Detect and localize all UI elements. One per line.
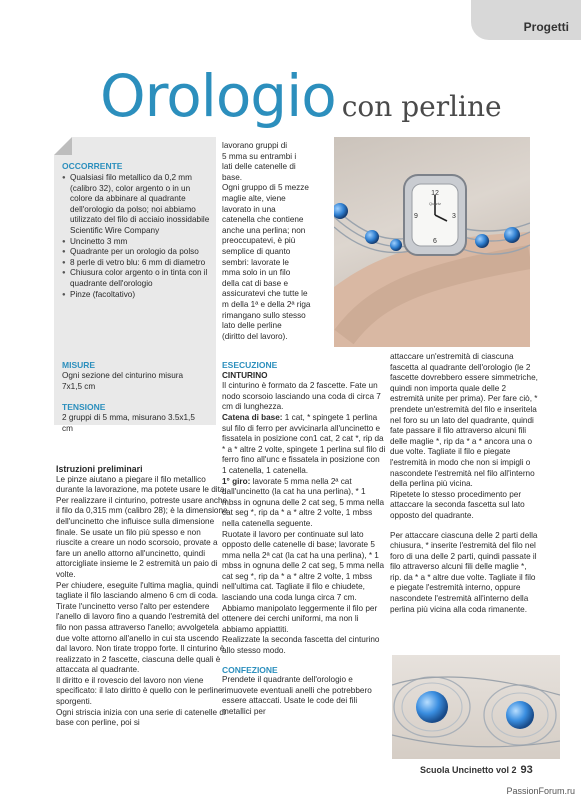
istruzioni-heading: Istruzioni preliminari: [56, 464, 143, 474]
watch-brand: Quartz: [428, 201, 442, 206]
upper-line: rimangano sullo stesso: [222, 310, 306, 320]
upper-line: lato delle perline: [222, 321, 282, 331]
cinturino-heading: CINTURINO: [222, 370, 268, 380]
base-label: Catena di base:: [222, 412, 283, 422]
upper-line: semplice di quanto: [222, 246, 291, 256]
istruzioni-paragraph: Per chiudere, eseguite l'ultima maglia, quindi tagliate il filo lasciando almeno 6 cm di coda. Tirate l'uncinetto verso l'alto per estendere l'anello di lavoro fino a quando l'estremità del filo non passa attraverso l'anello; avvolgetela due volte attorno all'anello in cui sta uscendo dal lavoro. Non tirate troppo forte. Il cinturino è realizzato in 2 fascette, ciascuna delle quali è attaccata al quadrante.: [56, 580, 225, 675]
upper-line: lavorato in una: [222, 204, 276, 214]
materials-item: ● Quadrante per un orologio da polso: [62, 247, 214, 258]
panel-corner-fold: [54, 137, 72, 155]
right-column: [390, 352, 540, 615]
tensione-heading: TENSIONE: [62, 402, 106, 412]
base-text: 1 cat, * spingete 1 perlina sul filo di ferro per avvicinarla all'uncinetto e fissatela in posizione con1 cat, 2 cat *, rip da * a * altre 2 volte, spingete 1 perlina sul filo di ferro fino all'unc e fissatela in posizione con 1 catenella, 1 catenella.: [222, 412, 386, 475]
tensione-text: 2 gruppi di 5 mma, misurano 3.5x1,5 cm: [62, 413, 195, 433]
istruzioni-column: [56, 464, 228, 729]
upper-line: maglie alte, viene: [222, 193, 286, 203]
right-paragraph: Per attaccare ciascuna delle 2 parti della chiusura, * inserite l'estremità del filo nel foro di una delle 2 parti, quindi passate il filo attraverso alcuni fili delle maglie *, rip. da * a * altre due volte. Tagliate il filo e piegate l'estremità interno, oppure nascondete l'estremità all'interno della perlina più vicina alla coda rimanente.: [390, 530, 538, 614]
title-main: Orologio: [100, 62, 336, 130]
watch-numeral: 9: [414, 213, 418, 220]
upper-text-column: [222, 141, 332, 342]
misure-heading: MISURE: [62, 360, 96, 370]
esecuzione-intro: Il cinturino è formato da 2 fascette. Fate un nodo scorsoio lasciando una coda di circa 7 cm di lunghezza.: [222, 381, 381, 412]
upper-line: sembri: lavorate le: [222, 257, 289, 267]
magazine-name: Scuola Uncinetto vol 2: [420, 765, 517, 775]
upper-line: preoccupatevi, è più: [222, 236, 296, 246]
confezione-text: Prendete il quadrante dell'orologio e rimuovete eventuali anelli che potrebbero essere attaccati. Usate le code dei fili metallici per: [222, 675, 372, 716]
watermark: PassionForum.ru: [506, 786, 575, 796]
upper-line: 5 mma su entrambi i: [222, 151, 297, 161]
watch-numeral: 3: [452, 213, 456, 220]
materials-item: ● 8 perle di vetro blu: 6 mm di diametro: [62, 258, 214, 269]
confezione-heading: CONFEZIONE: [222, 664, 278, 675]
upper-line: lavorano gruppi di: [222, 141, 288, 150]
misure-text: Ogni sezione del cinturino misura 7x1,5 cm: [62, 371, 184, 391]
materials-item: ● Chiusura color argento o in tinta con il quadrante dell'orologio: [62, 268, 214, 289]
esecuzione-heading: ESECUZIONE: [222, 360, 278, 370]
istruzioni-paragraph: Il diritto e il rovescio del lavoro non viene specificato: il lato diritto è quello con le perline sporgenti.: [56, 675, 223, 707]
esecuzione-paragraph: Realizzate la seconda fascetta del cinturino allo stesso modo.: [222, 635, 380, 656]
section-label: Progetti: [523, 20, 569, 34]
materials-item: ● Pinze (facoltativo): [62, 290, 214, 301]
upper-line: assicuratevi che tutte le: [222, 289, 308, 299]
esecuzione-paragraph: Abbiamo manipolato leggermente il filo per ottenere dei cerchi uniformi, ma non li abbiamo appiattiti.: [222, 603, 378, 634]
right-paragraph: Ripetete lo stesso procedimento per attaccare la seconda fascetta sul lato opposto del quadrante.: [390, 489, 525, 520]
upper-line: della cat di base e: [222, 278, 288, 288]
upper-line: base.: [222, 172, 243, 182]
istruzioni-paragraph: Le pinze aiutano a piegare il filo metallico durante la lavorazione, ma potete usare le dita. Per realizzare il cinturino, potreste usare anche il filo da 0,315 mm (calibro 28); è la dimensione dell'uncinetto che influisce sulla dimensione finale. Se usate un filo più spesso e non riuscite a creare un nodo scorsoio, provate a fare un anello attorno all'uncinetto, quindi attorcigliate insieme le 2 estremità un paio di volte.: [56, 474, 228, 579]
materials-list: [62, 173, 214, 300]
istruzioni-paragraph: Ogni striscia inizia con una serie di catenelle di base con perline, poi si: [56, 707, 226, 728]
esecuzione-column: [222, 360, 386, 718]
giro-label: 1° giro:: [222, 476, 251, 486]
esecuzione-paragraph: Ruotate il lavoro per continuate sul lato opposto delle catenelle di base; lavorate 5 mma nella 2ª cat (la cat ha una perlina), * 1 mbss in ognuna delle 2 cat seg, 5 mma nella cat seg *, rip da * a * altre 2 volte, 1 mbss nell'ultima cat. Tagliate il filo e chiudete, lasciando una coda lunga circa 7 cm.: [222, 529, 385, 603]
occorrente-heading: OCCORRENTE: [62, 161, 123, 171]
page-footer: [420, 764, 533, 776]
title-sub: con perline: [341, 90, 502, 123]
watch-numeral: 12: [431, 190, 439, 197]
watch-photo: [334, 137, 530, 347]
bracelet-photo: [392, 655, 560, 759]
right-paragraph: attaccare un'estremità di ciascuna fascetta al quadrante dell'orologio (le 2 fascette dovrebbero essere simmetriche, quindi non importa quale delle 2 estremità unite per prima). Per fare ciò, * prendete un'estremità del filo e inseritela nel foro su un lato del quadrante, quindi fate passare il filo attraverso alcuni fili delle maglie *, rip da * a * ancora una o due volte. Tagliate il filo e piegate l'estremità in modo che non si impigli o nascondete l'estremità nel filo all'interno della perlina più vicina.: [390, 352, 538, 489]
upper-line: (diritto del lavoro).: [222, 331, 288, 341]
upper-line: anche una perlina; non: [222, 225, 306, 235]
materials-item: ● Uncinetto 3 mm: [62, 237, 214, 248]
upper-line: lati delle catenelle di: [222, 162, 296, 172]
upper-line: mma solo in un filo: [222, 268, 291, 278]
upper-line: m della 1ª e della 2ª riga: [222, 299, 311, 309]
materials-item: ● Qualsiasi filo metallico da 0,2 mm (calibro 32), color argento o in un colore da abbinare al quadrante dell'orologio da polso; noi abbiamo utilizzato del filo di acciaio inossidabile Scientific Wire Company: [62, 173, 214, 237]
page-number: 93: [520, 764, 533, 776]
giro-text: lavorate 5 mma nella 2ª cat dall'uncinetto (la cat ha una perlina), * 1 mbss in ognuna delle 2 cat seg, 5 mma nella cat seg *, rip da * a * altre 2 volte, 1 mbss nella catenella seguente.: [222, 476, 385, 528]
page-title: [100, 62, 502, 130]
watch-numeral: 6: [433, 238, 437, 245]
upper-line: Ogni gruppo di 5 mezze: [222, 183, 309, 193]
upper-line: catenella che contiene: [222, 215, 304, 225]
section-tab: [471, 0, 581, 40]
